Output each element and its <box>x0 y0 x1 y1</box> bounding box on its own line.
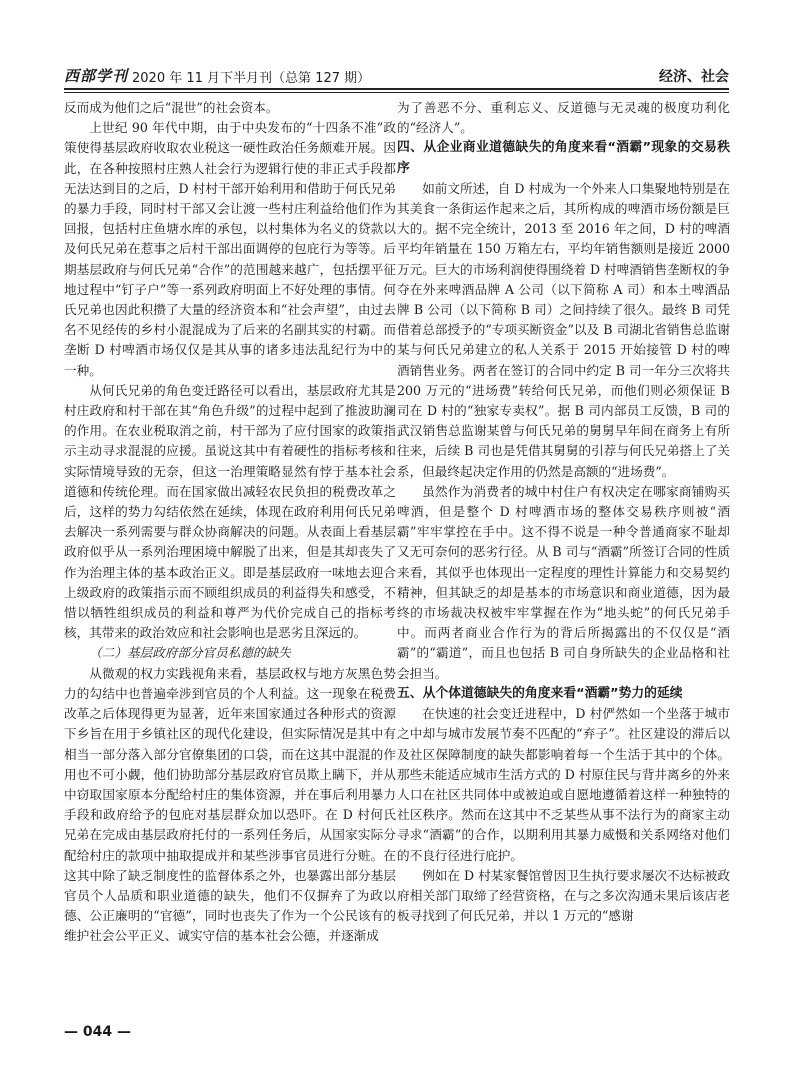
running-header <box>64 60 729 86</box>
paragraph: 在快速的社会变迁进程中，D 村俨然如一个坐落于城市之中却与城市发展节奏不匹配的“弃子”。社区建设的滞后以及社区保障制度的缺失都影响着每一个生活于其中的个体。那些未能适应城市生活方式的 D 村原住民与背井离乡的外来人口在社区共同体中或被迫或自愿地遵循着这样一种独特的社区秩序。然而在这其中不乏某些从事不法行为的商家主动寻求“酒霸”的合作，以期利用其暴力威慑和关系网络对他们的不良行径进行庇护。 <box>397 706 730 863</box>
paragraph: 例如在 D 村某家餐馆曾因卫生执行要求屡次不达标被政府相关部门取缔了经营资格，在与之多次沟通未果后该店老板寻找到了何氏兄弟，并以 1 万元的“感谢 <box>397 867 730 924</box>
journal-logo: 西部学刊 <box>64 67 129 85</box>
left-column <box>64 98 396 947</box>
paragraph: 从微观的权力实践视角来看，基层政权与地方灰黑色势力的勾结中也普遍牵涉到官员的个人利益。这一现象在税费改革之后体现得更为显著，近年来国家通过各种形式的资源下乡旨在用于乡镇社区的现代化建设，但实际情况是其中有相当一部分落入部分官僚集团的口袋，而在这其中混混的作用也不可小觑，他们协助部分基层政府官员欺上瞒下，并从中窃取国家原本分配给村庄的集体资源，并在事后利用暴力手段和政府给予的包庇对基层群众加以恐吓。在 D 村何氏兄弟在完成由基层政府托付的一系列任务后，从国家实际分配给村庄的款项中抽取提成并和某些涉事官员进行分赃。在这其中除了缺乏制度性的监督体系之外，也暴露出部分基层官员个人品质和职业道德的缺失，他们不仅摒弃了为政以德、公正廉明的“官德”，同时也丧失了作为一个公民该有的维护社会公平正义、诚实守信的基本社会公德，并逐渐成 <box>64 665 396 944</box>
section-label: 经济、社会 <box>659 69 729 85</box>
paragraph: 从何氏兄弟的角色变迁路径可以看出，基层政府尤其是村庄政府和村干部在其“角色升级”的过程中起到了推波助澜的作用。在农业税取消之前，村干部为了应付国家的政策指示主动寻求混混的应援。虽说这其中有着硬性的指标考核和实际情境导致的无奈，但这一治理策略显然有悖于基本社会道德和传统伦理。而在国家做出减轻农民负担的税费改革之后，这样的势力勾结依然在延续，体现在政府利用何氏兄弟去解决一系列需要与群众协商解决的问题。从表面上看基层政府似乎从一系列治理困境中解脱了出来，但是其却丧失了作为治理主体的基本政治正义。即是基层政府一味地去迎合上级政府的政策指示而不顾组织成员的利益得失和感受，不惜以牺牲组织成员的利益和尊严为代价完成自己的指标考核，其带来的政治效应和社会影响也是恶劣且深远的。 <box>64 382 396 641</box>
page-number: — 044 — <box>64 1024 131 1040</box>
right-column <box>397 98 730 926</box>
paragraph: 为了善恶不分、重利忘义、反道德与无灵魂的极度功利化的“经济人”。 <box>397 100 730 136</box>
header-rule-thick <box>64 88 729 90</box>
section-heading: （二）基层政府部分官员私德的缺失 <box>89 645 291 661</box>
header-rule-thin <box>64 92 729 93</box>
issue-info: 2020 年 11 月下半月刊（总第 127 期） <box>132 71 371 86</box>
paragraph: 反而成为他们之后“混世”的社会资本。 <box>64 100 279 115</box>
section-heading: 五、从个体道德缺失的角度来看“酒霸”势力的延续 <box>397 685 683 701</box>
paragraph: 虽然作为消费者的城中村住户有权决定在哪家商铺购买啤酒，但是整个 D 村啤酒市场的整体交易秩序则被“酒霸”牢牢掌控在手中。这不得不说是一种令普通商家不耻却又无可奈何的恶劣行径。从 B 司与“酒霸”所签订合同的性质来看，其似乎也体现出一定程度的理性计算能力和交易契约精神，但其缺乏的却是基本的市场意识和商业道德，因为最终的市场裁决权被牢牢掌握在作为“地头蛇”的何氏兄弟手中。而两者商业合作行为的背后所揭露出的不仅仅是“酒霸”的“霸道”，而且也包括 B 司自身所缺失的企业品格和社会担当。 <box>397 483 730 681</box>
header-left <box>64 65 370 86</box>
paragraph: 如前文所述，自 D 村成为一个外来人口集聚地特别是在其美食一条街运作起来之后，其所构成的啤酒市场份额是巨大的。据不完全统计，2013 至 2016 年之间，D 村的啤酒平均年销量在 150 万箱左右，平均年销售额则是接近 2000 万元。巨大的市场利润使得围绕着 D 村啤酒销售垄断权的争夺在外来啤酒品牌 A 公司（以下简称 A 司）和本土啤酒品牌 B 公司（以下简称 B 司）之间持续了很久。最终 B 司凭借着总部授予的“专项买断资金”以及 B 司湖北省销售总监谢某与何氏兄弟建立的私人关系于 2015 开始接管 D 村的啤酒销售业务。两者在签订的合同中约定 B 司一年分三次将共 200 万元的“进场费”转给何氏兄弟，而他们则必须保证 B 司在 D 村的“独家专卖权”。据 B 司内部员工反馈，B 司的武汉销售总监谢某曾与何氏兄弟的舅舅早年间在商务上有所往来，后续 B 司也是凭借其舅舅的引荐与何氏兄弟搭上了关系，但最终起决定作用的仍然是高额的“进场费”。 <box>397 180 730 479</box>
section-heading: 四、从企业商业道德缺失的角度来看“酒霸”现象的交易秩序 <box>397 140 730 176</box>
paragraph: 上世纪 90 年代中期，由于中央发布的“十四条不准”政策使得基层政府收取农业税这一硬性政治任务颇难开展。因此，在各种按照村庄熟人社会行为逻辑行使的非正式手段都无法达到目的之后，D 村村干部开始利用和借助于何氏兄弟的暴力手段，同时村干部又会让渡一些村庄利益给他们作为回报，包括村庄鱼塘水库的承包，以村集体为名义的贷款以及何氏兄弟在惹事之后村干部出面调停的包庇行为等等。后期基层政府与何氏兄弟“合作”的范围越来越广，包括摆平征地过程中“钉子户”等一系列政府明面上不好处理的事情。何氏兄弟也因此积攒了大量的经济资本和“社会声望”，由过去名不见经传的乡村小混混成为了后来的名副其实的村霸。而垄断 D 村啤酒市场仅仅是其从事的诸多违法乱纪行为中的一种。 <box>64 120 396 378</box>
